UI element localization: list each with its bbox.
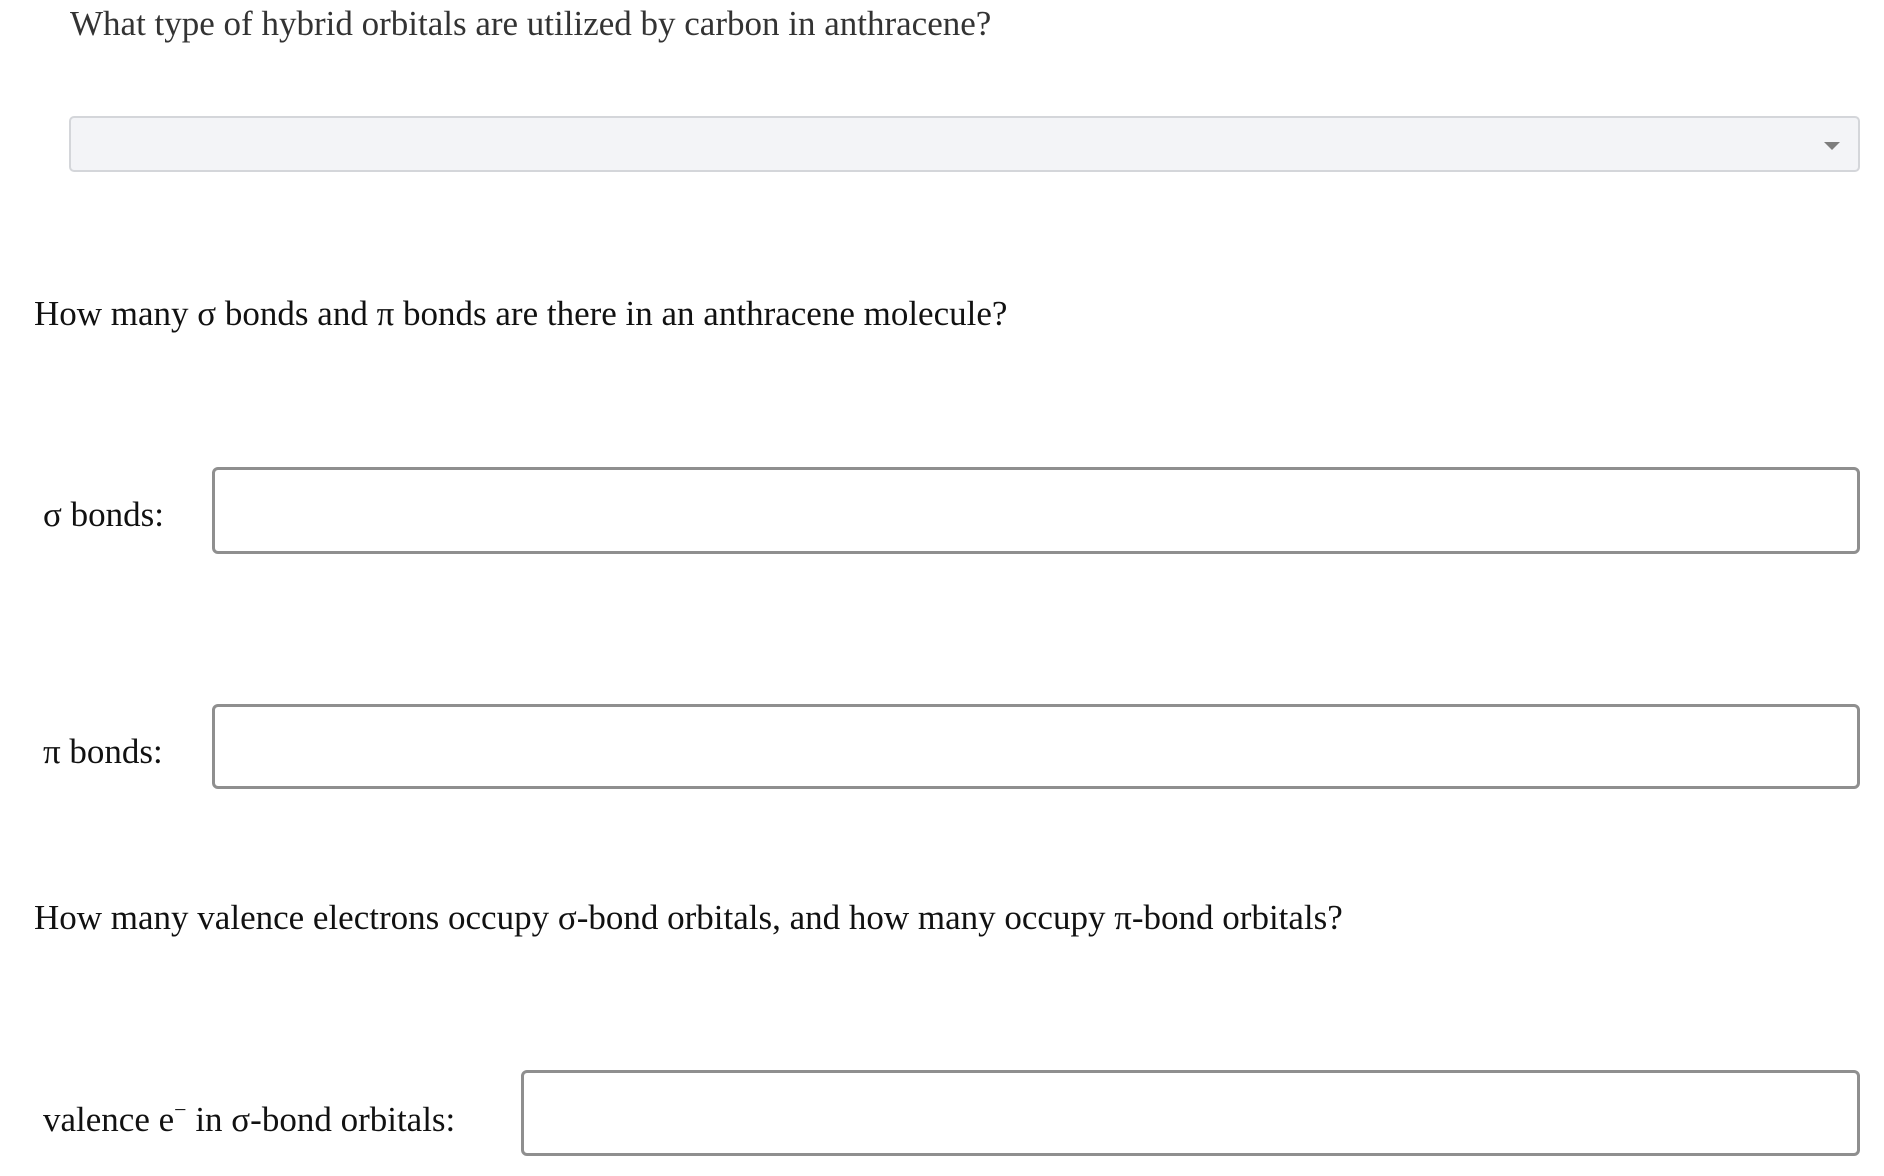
electron-charge-superscript: − xyxy=(174,1097,187,1122)
chevron-down-icon xyxy=(1824,142,1840,150)
sigma-electrons-input[interactable] xyxy=(521,1070,1860,1156)
sigma-bonds-label: σ bonds: xyxy=(43,495,164,534)
pi-bonds-input[interactable] xyxy=(212,704,1860,789)
valence-electron-question: How many valence electrons occupy σ-bond orbitals, and how many occupy π-bond orbitals? xyxy=(34,898,1343,937)
sigma-electrons-label-prefix: valence e xyxy=(43,1100,175,1139)
hybrid-orbital-select[interactable] xyxy=(69,116,1860,172)
sigma-bonds-input[interactable] xyxy=(212,467,1860,554)
bond-count-question: How many σ bonds and π bonds are there in an anthracene molecule? xyxy=(34,294,1008,333)
sigma-electrons-label xyxy=(43,1098,455,1146)
hybrid-orbital-question: What type of hybrid orbitals are utilized by carbon in anthracene? xyxy=(70,4,992,43)
pi-bonds-label: π bonds: xyxy=(43,732,163,771)
sigma-electrons-label-suffix: in σ-bond orbitals: xyxy=(186,1100,456,1139)
